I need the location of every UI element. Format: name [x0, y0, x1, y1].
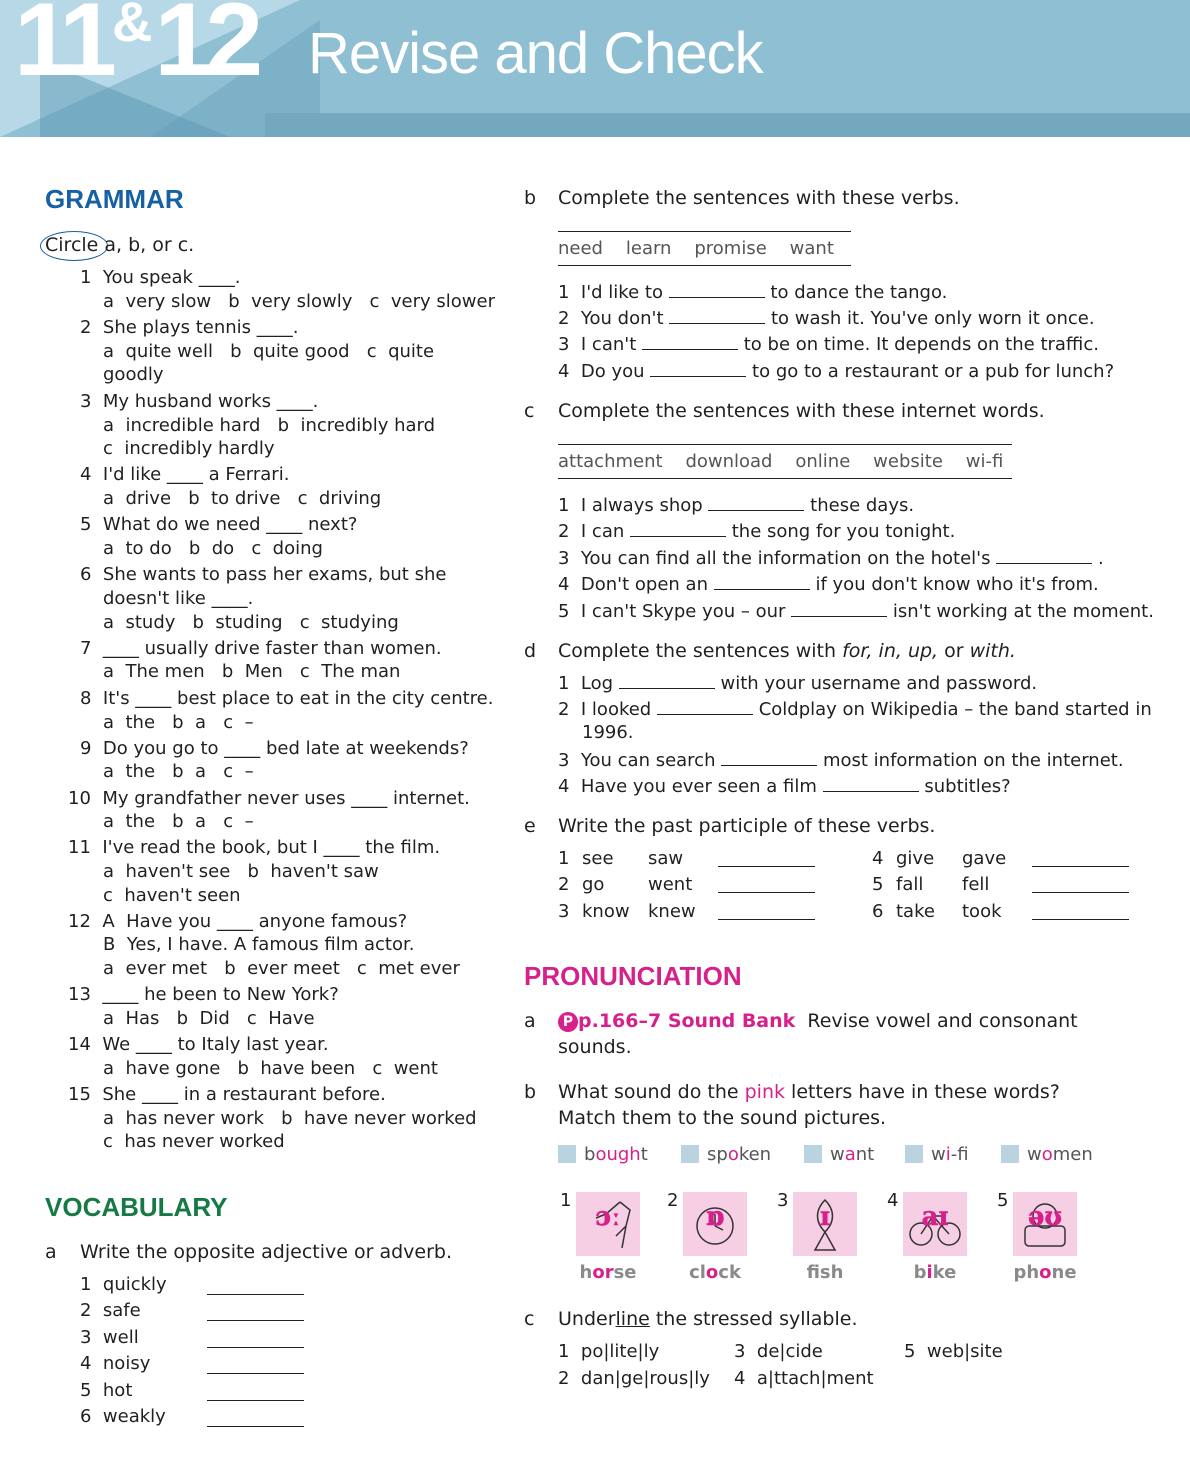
sentence-start: 2 I looked	[558, 699, 652, 720]
word-part: men	[1052, 1144, 1093, 1165]
word-pink-letters: a	[844, 1144, 856, 1165]
verb-number: 5	[872, 874, 884, 895]
answer-options: goodly	[103, 364, 164, 385]
picture-label	[576, 1262, 640, 1283]
label-part: ke	[932, 1262, 957, 1283]
answer-options: c has never worked	[103, 1131, 285, 1152]
picture-label	[683, 1262, 747, 1283]
answer-options: a quite well b quite good c quite	[103, 341, 435, 362]
pronunciation-badge-icon: P	[558, 1012, 578, 1032]
verb-number: 1	[558, 848, 570, 869]
answer-blank	[823, 777, 919, 792]
sentence-start: 2 I can	[558, 521, 625, 542]
label-pink-letters: o	[705, 1262, 719, 1283]
vocab-e-instruction: Write the past participle of these verbs.	[558, 815, 936, 837]
word-pink-letters: i	[945, 1144, 951, 1165]
stress-word: 5 web|site	[904, 1341, 1003, 1362]
stress-word: 1 po|lite|ly	[558, 1341, 660, 1362]
sentence-end: Coldplay on Wikipedia – the band started in	[758, 699, 1152, 720]
word-part: sp	[707, 1144, 728, 1165]
sentence-item	[582, 722, 634, 744]
sentence-end: to go to a restaurant or a pub for lunch?	[752, 361, 1115, 382]
header-banner	[0, 0, 1190, 137]
question: 2 She plays tennis ____.	[80, 317, 299, 338]
pron-c-letter: c	[524, 1308, 535, 1330]
sentence-end: to dance the tango.	[770, 282, 948, 303]
vocab-item: 3 well	[80, 1327, 139, 1348]
answer-line	[718, 892, 815, 893]
pron-a-text: P p.166–7 Sound Bank Revise vowel and consonant	[558, 1010, 1078, 1032]
answer-blank	[630, 522, 726, 537]
past-simple: knew	[648, 901, 696, 922]
sentence-end: subtitles?	[924, 776, 1011, 797]
question: 14 We ____ to Italy last year.	[68, 1034, 329, 1055]
answer-line	[207, 1373, 304, 1374]
sentence-start: 3 I can't	[558, 334, 637, 355]
sentence-end: most information on the internet.	[822, 750, 1124, 771]
sentence-item	[558, 601, 1154, 623]
phonetic-symbol: aɪ	[921, 1202, 949, 1232]
bike-icon	[903, 1192, 967, 1256]
picture-number: 2	[667, 1190, 679, 1211]
answer-options: c incredibly hardly	[103, 438, 275, 459]
picture-number: 5	[997, 1190, 1009, 1211]
picture-label	[793, 1262, 857, 1283]
answer-blank	[721, 751, 817, 766]
phonetic-symbol: ɒ	[705, 1202, 725, 1232]
label-part: h	[579, 1262, 593, 1283]
answer-options: B Yes, I have. A famous film actor.	[103, 934, 415, 955]
word-part: nt	[855, 1144, 875, 1165]
pron-a-text2: sounds.	[558, 1036, 632, 1058]
answer-blank	[650, 362, 746, 377]
fish-icon	[793, 1192, 857, 1256]
stress-word: 2 dan|ge|rous|ly	[558, 1368, 710, 1389]
word-part: w	[931, 1144, 946, 1165]
sentence-item	[558, 495, 914, 517]
phonetic-symbol: əʊ	[1027, 1202, 1063, 1232]
answer-blank	[714, 575, 810, 590]
answer-line	[1032, 892, 1129, 893]
answer-blank	[619, 674, 715, 689]
vocab-a-instruction: Write the opposite adjective or adverb.	[80, 1241, 452, 1263]
pron-b-letter: b	[524, 1081, 537, 1103]
word-part: w	[1027, 1144, 1042, 1165]
checkbox-square	[681, 1145, 699, 1163]
verb-number: 4	[872, 848, 884, 869]
sentence-start: 4 Do you	[558, 361, 645, 382]
label-part: cl	[689, 1262, 706, 1283]
label-part: sh	[819, 1262, 844, 1283]
answer-line	[1032, 919, 1129, 920]
word-pink-letters: o	[1041, 1144, 1053, 1165]
sentence-end: to be on time. It depends on the traffic.	[743, 334, 1099, 355]
picture-number: 1	[560, 1190, 572, 1211]
verb: know	[582, 901, 630, 922]
label-part: b	[913, 1262, 927, 1283]
past-simple: gave	[962, 848, 1007, 869]
answer-line	[207, 1426, 304, 1427]
sentence-item	[558, 548, 1104, 570]
answer-blank	[642, 335, 738, 350]
verb-number: 2	[558, 874, 570, 895]
question: 12 A Have you ____ anyone famous?	[68, 911, 408, 932]
sentence-start: 1 I always shop	[558, 495, 703, 516]
answer-blank	[657, 700, 753, 715]
answer-blank	[669, 309, 765, 324]
vocab-b-letter: b	[524, 187, 537, 209]
sentence-item	[558, 776, 1011, 798]
answer-blank	[791, 602, 887, 617]
vocab-item: 6 weakly	[80, 1406, 166, 1427]
pronunciation-heading: PRONUNCIATION	[524, 961, 742, 991]
word-part: -fi	[950, 1144, 969, 1165]
word-pink-letters: o	[727, 1144, 739, 1165]
sentence-end: with your username and password.	[720, 673, 1038, 694]
vocab-d-letter: d	[524, 640, 537, 662]
pron-c-instruction: Underline the stressed syllable.	[558, 1308, 858, 1330]
question: 6 She wants to pass her exams, but she	[80, 564, 447, 585]
label-pink-letters: o	[1039, 1262, 1052, 1283]
answer-options: a very slow b very slowly c very slower	[103, 291, 495, 312]
sentence-item	[558, 699, 1152, 721]
sentence-end: .	[1097, 548, 1104, 569]
word-box-rule	[558, 478, 1012, 479]
answer-options: a Has b Did c Have	[103, 1008, 315, 1029]
question: 7 ____ usually drive faster than women.	[80, 638, 442, 659]
answer-options: a the b a c –	[103, 811, 254, 832]
pron-b-text2: Match them to the sound pictures.	[558, 1107, 887, 1129]
grammar-instruction: Circle a, b, or c.	[45, 234, 195, 256]
picture-label	[903, 1262, 967, 1283]
question: 3 My husband works ____.	[80, 391, 319, 412]
horse-icon	[576, 1192, 640, 1256]
question: 9 Do you go to ____ bed late at weekends?	[80, 738, 469, 759]
sentence-end: if you don't know who it's from.	[815, 574, 1099, 595]
pron-a-letter: a	[524, 1010, 536, 1032]
sentence-start: 1996.	[582, 722, 634, 743]
sound-bank-ref: p.166–7 Sound Bank	[578, 1010, 796, 1032]
sentence-item	[558, 521, 955, 543]
word-box-rule	[558, 265, 851, 266]
answer-line	[207, 1347, 304, 1348]
past-simple: went	[648, 874, 693, 895]
answer-options: a has never work b have never worked	[103, 1108, 477, 1129]
answer-options: a incredible hard b incredibly hard	[103, 415, 436, 436]
checkbox-square	[558, 1145, 576, 1163]
verb: take	[896, 901, 935, 922]
sound-word	[804, 1144, 874, 1166]
sound-word	[905, 1144, 969, 1166]
verb: fall	[896, 874, 924, 895]
grammar-heading: GRAMMAR	[45, 184, 184, 214]
answer-options: a have gone b have been c went	[103, 1058, 438, 1079]
vocab-b-instruction: Complete the sentences with these verbs.	[558, 187, 960, 209]
sentence-start: 3 You can find all the information on the hotel's	[558, 548, 991, 569]
label-part: se	[613, 1262, 637, 1283]
answer-line	[207, 1400, 304, 1401]
answer-options: doesn't like ____.	[103, 588, 254, 609]
question: 11 I've read the book, but I ____ the film.	[68, 837, 441, 858]
pron-b-text1: What sound do the pink letters have in these words?	[558, 1081, 1060, 1103]
answer-options: a to do b do c doing	[103, 538, 323, 559]
sentence-start: 4 Have you ever seen a film	[558, 776, 817, 797]
question: 5 What do we need ____ next?	[80, 514, 358, 535]
vocab-item: 5 hot	[80, 1380, 133, 1401]
vocab-c-words: attachment download online website wi-fi	[558, 451, 1004, 472]
sentence-start: 4 Don't open an	[558, 574, 708, 595]
vocab-item: 1 quickly	[80, 1274, 167, 1295]
vocab-a-letter: a	[45, 1241, 57, 1263]
question: 8 It's ____ best place to eat in the city centre.	[80, 688, 494, 709]
answer-blank	[996, 549, 1092, 564]
sentence-item	[558, 574, 1099, 596]
answer-blank	[708, 496, 804, 511]
picture-number: 4	[887, 1190, 899, 1211]
verb: see	[582, 848, 614, 869]
page-title: Revise and Check	[308, 21, 763, 86]
label-pink-letters: or	[592, 1262, 614, 1283]
vocab-c-instruction: Complete the sentences with these internet words.	[558, 400, 1045, 422]
sentence-start: 3 You can search	[558, 750, 716, 771]
verb-number: 3	[558, 901, 570, 922]
label-part: ne	[1051, 1262, 1077, 1283]
answer-options: a drive b to drive c driving	[103, 488, 382, 509]
question: 1 You speak ____.	[80, 267, 241, 288]
vocab-e-letter: e	[524, 815, 536, 837]
answer-options: a ever met b ever meet c met ever	[103, 958, 460, 979]
answer-options: a the b a c –	[103, 712, 254, 733]
checkbox-square	[905, 1145, 923, 1163]
sentence-end: isn't working at the moment.	[892, 601, 1154, 622]
checkbox-square	[1001, 1145, 1019, 1163]
word-box-rule	[558, 231, 851, 232]
vocab-d-instruction: Complete the sentences with for, in, up, or with.	[558, 640, 1016, 662]
verb: go	[582, 874, 605, 895]
sentence-item	[558, 308, 1095, 330]
word-part: b	[584, 1144, 596, 1165]
checkbox-square	[804, 1145, 822, 1163]
phone-icon	[1013, 1192, 1077, 1256]
past-simple: saw	[648, 848, 684, 869]
answer-line	[1032, 866, 1129, 867]
word-part: w	[830, 1144, 845, 1165]
header-band	[265, 113, 1190, 137]
sentence-start: 5 I can't Skype you – our	[558, 601, 786, 622]
past-simple: took	[962, 901, 1002, 922]
phonetic-symbol: ɪ	[820, 1202, 830, 1232]
question: 13 ____ he been to New York?	[68, 984, 339, 1005]
sentence-item	[558, 282, 947, 304]
clock-icon	[683, 1192, 747, 1256]
vocab-c-letter: c	[524, 400, 535, 422]
sentence-end: to wash it. You've only worn it once.	[770, 308, 1095, 329]
stress-word: 4 a|ttach|ment	[734, 1368, 874, 1389]
sentence-item	[558, 750, 1124, 772]
label-part: ph	[1013, 1262, 1040, 1283]
answer-line	[718, 866, 815, 867]
sound-word	[1001, 1144, 1093, 1166]
sentence-end: the song for you tonight.	[731, 521, 956, 542]
verb-number: 6	[872, 901, 884, 922]
word-part: ken	[738, 1144, 772, 1165]
label-part: f	[806, 1262, 820, 1283]
label-pink-letters: i	[926, 1262, 933, 1283]
picture-label	[1013, 1262, 1077, 1283]
label-part: ck	[718, 1262, 741, 1283]
vocab-item: 2 safe	[80, 1300, 141, 1321]
question: 4 I'd like ____ a Ferrari.	[80, 464, 290, 485]
picture-number: 3	[777, 1190, 789, 1211]
answer-options: a the b a c –	[103, 761, 254, 782]
vocab-item: 4 noisy	[80, 1353, 151, 1374]
word-pink-letters: ough	[595, 1144, 641, 1165]
vocab-b-words: need learn promise want	[558, 238, 834, 259]
sentence-item	[558, 334, 1099, 356]
answer-options: a haven't see b haven't saw	[103, 861, 379, 882]
question: 15 She ____ in a restaurant before.	[68, 1084, 386, 1105]
question: 10 My grandfather never uses ____ internet.	[68, 788, 470, 809]
sentence-item	[558, 361, 1114, 383]
answer-blank	[669, 283, 765, 298]
verb: give	[896, 848, 935, 869]
unit-number: 11&12	[14, 0, 257, 98]
stress-word: 3 de|cide	[734, 1341, 823, 1362]
sentence-start: 1 Log	[558, 673, 614, 694]
sound-word	[681, 1144, 771, 1166]
answer-line	[718, 919, 815, 920]
answer-options: a The men b Men c The man	[103, 661, 401, 682]
answer-options: a study b studing c studying	[103, 612, 399, 633]
sentence-end: these days.	[810, 495, 915, 516]
phonetic-symbol: ɔː	[595, 1202, 621, 1232]
sentence-start: 2 You don't	[558, 308, 664, 329]
word-part: t	[640, 1144, 648, 1165]
vocabulary-heading: VOCABULARY	[45, 1192, 228, 1222]
answer-line	[207, 1320, 304, 1321]
sentence-item	[558, 673, 1037, 695]
answer-line	[207, 1294, 304, 1295]
answer-options: c haven't seen	[103, 885, 241, 906]
sentence-start: 1 I'd like to	[558, 282, 663, 303]
past-simple: fell	[962, 874, 990, 895]
sound-word	[558, 1144, 648, 1166]
word-box-rule	[558, 444, 1012, 445]
